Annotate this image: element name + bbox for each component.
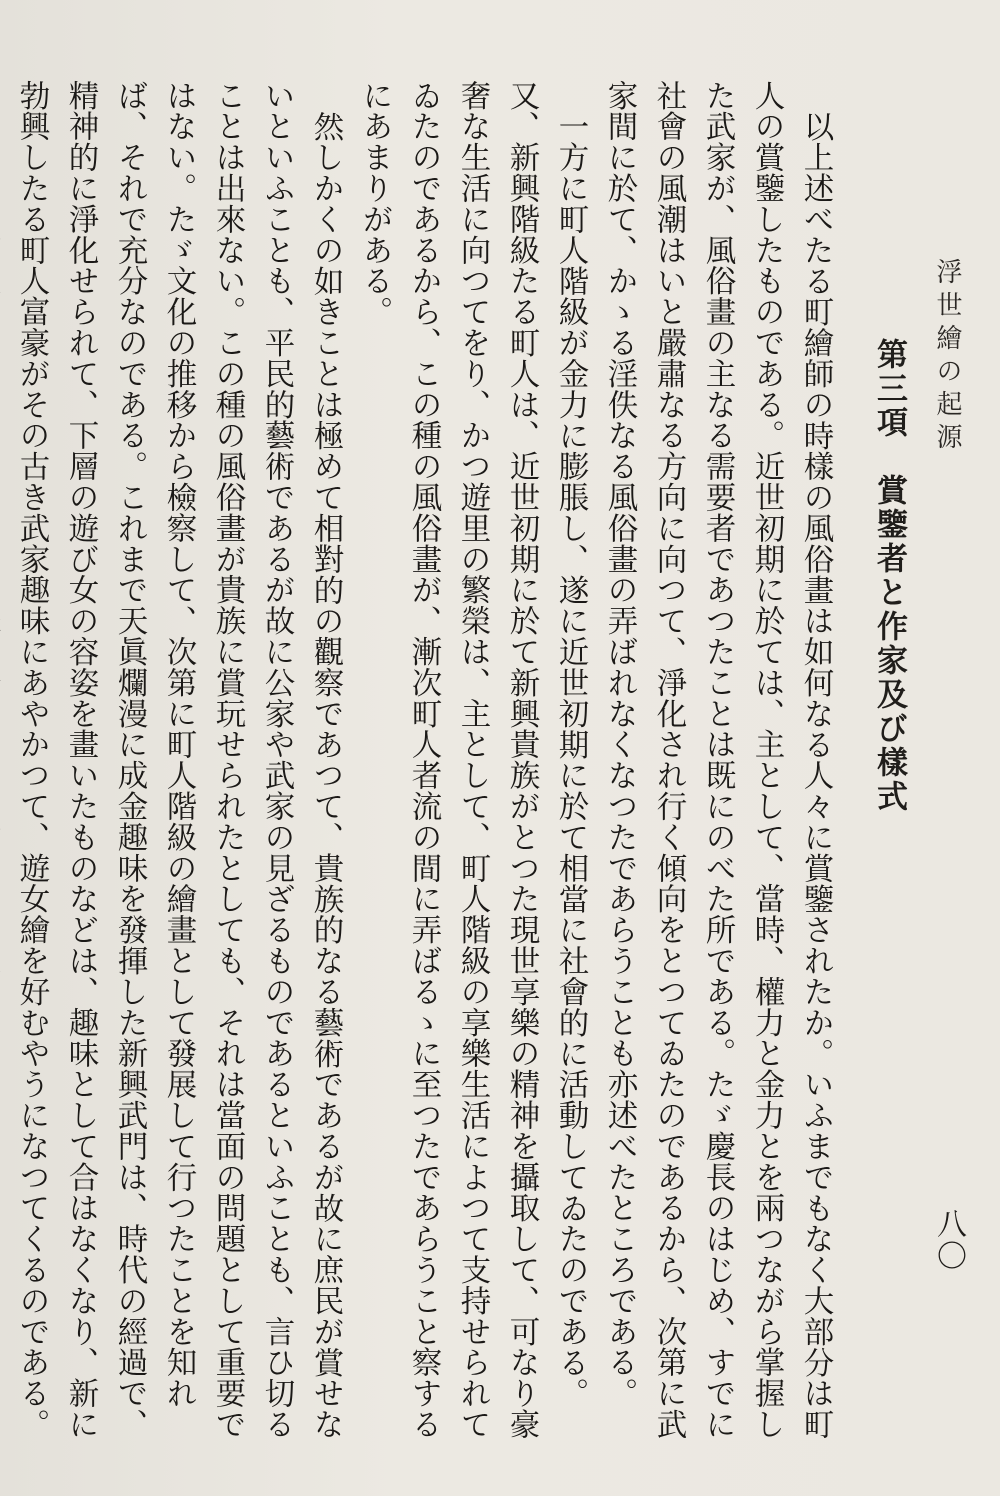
paragraph: 一方に町人階級が金力に膨脹し、遂に近世初期に於て相當に社會的に活動してゐたのである。又、新興階級たる町人は、近世初期に於て新興貴族がとつた現世享樂の精神を攝取して、可なり豪奢な生活に向つてをり、かつ遊里の繁榮は、主として、町人階級の享樂生活によつて支持せられてゐたのであるから、この種の風俗畫が、漸次町人者流の間に弄ばるゝに至つたであらうこと察するにあまりがある。 xyxy=(357,80,588,1440)
body-text xyxy=(14,80,840,1462)
running-head-title: 浮世繪の起源 xyxy=(932,258,962,456)
paragraph: 以上述べたる町繪師の時樣の風俗畫は如何なる人々に賞鑒されたか。いふまでもなく大部分は町人の賞鑒したものである。近世初期に於ては、主として、當時、權力と金力とを兩つながら掌握した武家が、風俗畫の主なる需要者であつたことは既にのべた所である。たゞ慶長のはじめ、すでに社會の風潮はいと嚴肅なる方向に向つて、淨化され行く傾向をとつてゐたのであるから、次第に武家間に於て、かゝる淫佚なる風俗畫の弄ばれなくなつたであらうことも亦述べたところである。 xyxy=(602,80,833,1440)
paragraph: 然しかくの如きことは極めて相對的の觀察であつて、貴族的なる藝術であるが故に庶民が賞せないといふことも、平民的藝術であるが故に公家や武家の見ざるものであるといふことも、言ひ切ることは出來ない。この種の風俗畫が貴族に賞玩せられたとしても、それは當面の問題として重要ではない。たゞ文化の推移から檢察して、次第に町人階級の繪畫として發展して行つたことを知れば、それで充分なのである。これまで天眞爛漫に成金趣味を發揮した新興武門は、時代の經過で、精神的に淨化せられて、下層の遊び女の容姿を畫いたものなどは、趣味として合はなくなり、新に勃興したる町人富豪がその古き武家趣味にあやかつて、遊女繪を好むやうになつてくるのである。 xyxy=(14,80,343,1440)
page-number: 八〇 xyxy=(931,1208,966,1272)
section-heading: 第三項 賞鑒者と作家及び樣式 xyxy=(871,338,907,814)
